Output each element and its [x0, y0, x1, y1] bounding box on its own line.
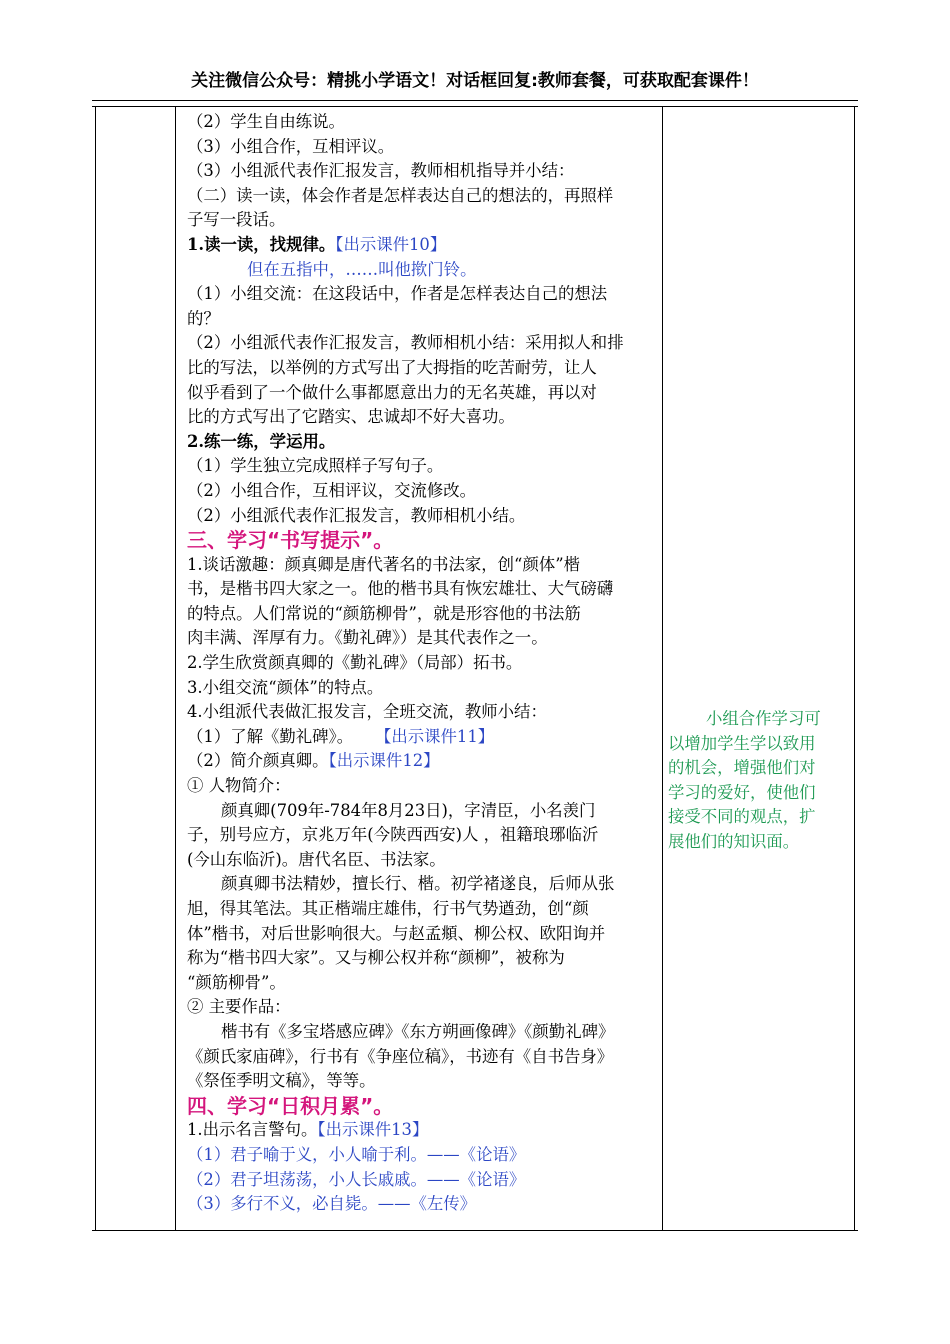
line-text: 体”楷书，对后世影响很大。与赵孟頫、柳公权、欧阳询并: [187, 923, 606, 943]
lesson-content-column: [187, 110, 659, 1217]
content-line: [187, 749, 659, 774]
courseware-tag: 【出示课件12】: [328, 751, 440, 771]
line-text: 颜真卿书法精妙，擅长行、楷。初学褚遂良，后师从张: [221, 874, 615, 894]
line-text: 称为“楷书四大家”。又与柳公权并称“颜柳”，被称为: [187, 948, 565, 968]
courseware-tag: 【出示课件11】: [383, 726, 495, 746]
content-line: [187, 1045, 659, 1070]
line-text: 书，是楷书四大家之一。他的楷书具有恢宏雄壮、大气磅礴: [187, 579, 614, 599]
line-text: （2）小组派代表作汇报发言，教师相机小结。: [187, 505, 526, 525]
line-text: 1.谈话激趣：颜真卿是唐代著名的书法家，创“颜体”楷: [187, 554, 580, 574]
page-header: 关注微信公众号：精挑小学语文！对话框回复:教师套餐，可获取配套课件！: [191, 71, 759, 91]
design-intent-column: [668, 707, 846, 855]
content-line: [187, 356, 659, 381]
content-line: [187, 946, 659, 971]
content-line: [187, 725, 659, 750]
content-line: [187, 553, 659, 578]
line-text: （1）学生独立完成照样子写句子。: [187, 456, 444, 476]
line-text: （二）读一读，体会作者是怎样表达自己的想法的，再照样: [187, 185, 614, 205]
content-line: [187, 651, 659, 676]
table-bottom-border: [92, 1230, 858, 1231]
content-line: [187, 848, 659, 873]
content-line: [187, 799, 659, 824]
content-line: [187, 1192, 659, 1217]
content-line: [187, 626, 659, 651]
content-line: [187, 258, 659, 283]
line-text: 子写一段话。: [187, 210, 286, 230]
content-line: [187, 208, 659, 233]
line-text: 颜真卿(709年-784年8月23日)，字清臣，小名羡门: [221, 800, 596, 820]
line-text: 比的方式写出了它踏实、忠诚却不好大喜功。: [187, 407, 515, 427]
line-text: （1）君子喻于义，小人喻于利。——《论语》: [187, 1144, 526, 1164]
line-text: （1）了解《勤礼碑》。: [187, 726, 354, 746]
line-text: 楷书有《多宝塔感应碑》《东方朔画像碑》《颜勤礼碑》: [221, 1021, 615, 1041]
content-line: [187, 897, 659, 922]
content-line: [187, 823, 659, 848]
content-line: [187, 159, 659, 184]
line-text: 旭，得其笔法。其正楷端庄雄伟，行书气势遒劲，创“颜: [187, 899, 589, 918]
content-line: [187, 233, 659, 258]
line-text: （3）多行不义，必自毙。——《左传》: [187, 1194, 477, 1214]
side-note-line: 接受不同的观点，扩: [668, 807, 816, 827]
table-left-border: [95, 106, 96, 1230]
side-note-line: 展他们的知识面。: [668, 831, 800, 851]
line-text: 1.读一读，找规律。: [187, 234, 336, 254]
content-line: [187, 700, 659, 725]
content-line: [187, 995, 659, 1020]
line-text: 2.练一练，学运用。: [187, 431, 336, 451]
content-line: [187, 676, 659, 701]
line-text: （2）小组合作，互相评议，交流修改。: [187, 480, 477, 500]
content-line: [187, 1020, 659, 1045]
side-note-line: 的机会，增强他们对: [668, 758, 816, 778]
content-line: [187, 602, 659, 627]
line-text: （3）小组合作，互相评议。: [187, 136, 395, 156]
content-line: [187, 282, 659, 307]
line-text: 肉丰满、浑厚有力。《勤礼碑》）是其代表作之一。: [187, 628, 548, 648]
line-text: 的特点。人们常说的“颜筋柳骨”，就是形容他的书法筋: [187, 603, 581, 623]
line-text: （2）学生自由练说。: [187, 112, 345, 131]
header-rule: [92, 100, 858, 101]
content-line: [187, 430, 659, 455]
content-line: [187, 110, 659, 135]
line-text: 四、学习“日积月累”。: [187, 1093, 394, 1118]
section-heading: [187, 528, 659, 553]
line-text: （2）君子坦荡荡，小人长戚戚。——《论语》: [187, 1169, 526, 1189]
table-right-border: [854, 106, 855, 1230]
courseware-tag: 【出示课件10】: [335, 234, 447, 254]
line-text: 2.学生欣赏颜真卿的《勤礼碑》（局部）拓书。: [187, 653, 523, 673]
content-line: [187, 381, 659, 406]
line-text: 《祭侄季明文稿》，等等。: [187, 1071, 376, 1091]
side-note-line: 小组合作学习可: [706, 709, 821, 728]
side-note-line: 学习的爱好，使他们: [668, 782, 816, 802]
content-line: [187, 1168, 659, 1193]
line-text: 比的写法，以举例的方式写出了大拇指的吃苦耐劳，让人: [187, 357, 597, 377]
line-text: 1.出示名言警句。: [187, 1120, 318, 1140]
line-text: ① 人物简介：: [187, 776, 291, 796]
content-line: [187, 405, 659, 430]
line-text: （2）小组派代表作汇报发言，教师相机小结：采用拟人和排: [187, 333, 624, 353]
content-line: [187, 331, 659, 356]
line-text: 似乎看到了一个做什么事都愿意出力的无名英雄，再以对: [187, 382, 597, 402]
table-top-border: [92, 106, 858, 107]
content-line: [187, 184, 659, 209]
content-line: [187, 1143, 659, 1168]
content-line: [187, 1069, 659, 1094]
table-column-divider-2: [662, 106, 663, 1230]
content-line: [187, 971, 659, 996]
content-line: [187, 577, 659, 602]
section-heading: [187, 1094, 659, 1119]
content-line: [187, 1118, 659, 1143]
content-line: [187, 922, 659, 947]
line-text: （2）简介颜真卿。: [187, 751, 329, 771]
content-line: [187, 135, 659, 160]
line-text: （1）小组交流：在这段话中，作者是怎样表达自己的想法: [187, 284, 608, 304]
side-note-line: 以增加学生学以致用: [668, 733, 816, 753]
line-text: ② 主要作品：: [187, 997, 291, 1017]
table-column-divider-1: [175, 106, 176, 1230]
line-text: 《颜氏家庙碑》，行书有《争座位稿》，书迹有《自书告身》: [187, 1046, 614, 1066]
line-text: (今山东临沂)。唐代名臣、书法家。: [187, 849, 446, 869]
line-text: 子，别号应方，京兆万年(今陕西西安)人 ，祖籍琅琊临沂: [187, 825, 599, 845]
courseware-tag: 【出示课件13】: [317, 1120, 429, 1140]
line-text: 3.小组交流“颜体”的特点。: [187, 677, 384, 697]
line-text: （3）小组派代表作汇报发言，教师相机指导并小结：: [187, 161, 575, 181]
content-line: [187, 479, 659, 504]
line-text: “颜筋柳骨”。: [187, 972, 286, 992]
line-text: 但在五指中，……叫他揿门铃。: [247, 259, 477, 279]
content-line: [187, 872, 659, 897]
content-line: [187, 454, 659, 479]
line-text: 4.小组派代表做汇报发言，全班交流，教师小结：: [187, 702, 547, 722]
content-line: [187, 307, 659, 332]
line-text: 的？: [187, 308, 220, 328]
content-line: [187, 774, 659, 799]
content-line: [187, 504, 659, 529]
line-text: 三、学习“书写提示”。: [187, 528, 394, 553]
